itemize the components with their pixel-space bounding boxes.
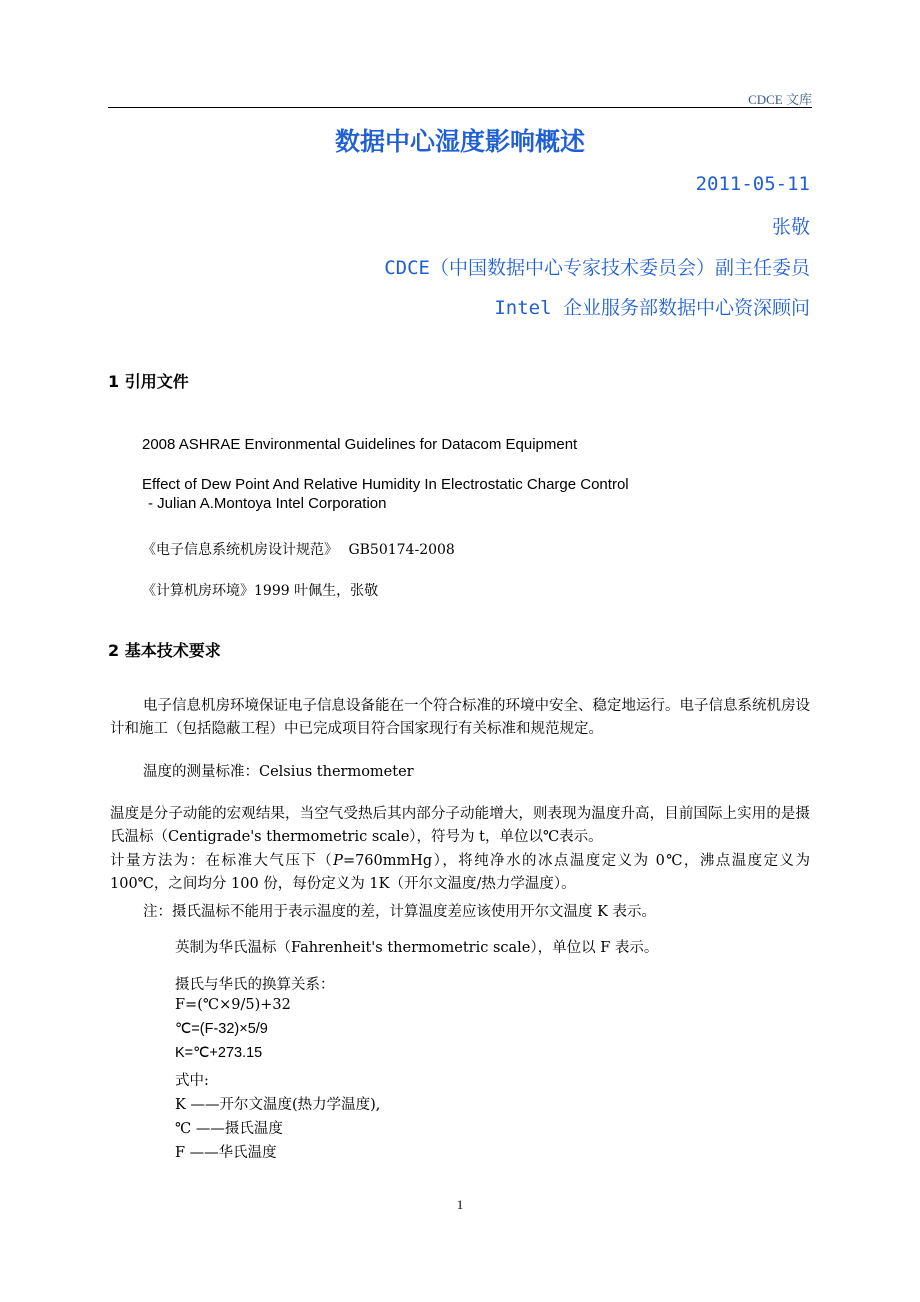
reference-item: 2008 ASHRAE Environmental Guidelines for Datacom Equipment [142, 436, 578, 453]
measurement-method-part: =760mmHg），将纯净水的冰点温度定义为 0℃，沸点温度定义为 100℃，之间均分 100 份，每份定义为 1K（开尔文温度/热力学温度）。 [110, 853, 810, 892]
temperature-description: 温度是分子动能的宏观结果，当空气受热后其内部分子动能增大，则表现为温度升高，目前国际上实用的是摄氏温标（Centigrade's thermometric scale），符号为 t，单位以℃表示。 [110, 806, 810, 845]
reference-item: 《电子信息系统机房设计规范》 GB50174-2008 [142, 542, 455, 558]
where-label: 式中: [175, 1073, 209, 1089]
definition-fahrenheit: F ——华氏温度 [175, 1145, 277, 1161]
definition-kelvin: K ——开尔文温度(热力学温度), [175, 1097, 381, 1113]
intro-paragraph: 电子信息机房环境保证电子信息设备能在一个符合标准的环境中安全、稳定地运行。电子信息系统机房设计和施工（包括隐蔽工程）中已完成项目符合国家现行有关标准和规范规定。 [110, 698, 810, 737]
temperature-standard-text: 温度的测量标准：Celsius thermometer [143, 764, 414, 780]
author-role-intel: Intel 企业服务部数据中心资深顾问 [494, 297, 810, 319]
reference-item: Effect of Dew Point And Relative Humidity In Electrostatic Charge Control [142, 476, 629, 493]
formula-celsius: ℃=(F-32)×5/9 [175, 1021, 268, 1037]
header-source: CDCE 文库 [748, 92, 812, 107]
document-author: 张敬 [771, 216, 810, 238]
document-date: 2011-05-11 [695, 173, 810, 195]
header-rule [108, 107, 812, 108]
definition-celsius: ℃ ——摄氏温度 [175, 1121, 283, 1137]
section-heading-requirements: 2 基本技术要求 [108, 641, 221, 660]
pressure-symbol: P [333, 853, 343, 869]
measurement-method-part: 计量方法为：在标准大气压下（ [110, 853, 334, 869]
formula-fahrenheit: F=(℃×9/5)+32 [175, 997, 291, 1013]
section-heading-references: 1 引用文件 [108, 372, 189, 391]
fahrenheit-line: 英制为华氏温标（Fahrenheit's thermometric scale），单位以 F 表示。 [175, 940, 659, 956]
note-line: 注：摄氏温标不能用于表示温度的差，计算温度差应该使用开尔文温度 K 表示。 [143, 904, 657, 920]
page-number: 1 [456, 1197, 464, 1212]
conversion-title: 摄氏与华氏的换算关系： [175, 977, 335, 993]
document-title: 数据中心湿度影响概述 [334, 127, 585, 156]
reference-item: 《计算机房环境》1999 叶佩生，张敬 [142, 583, 379, 599]
formula-kelvin: K=℃+273.15 [175, 1045, 263, 1061]
temperature-standard [143, 760, 414, 781]
measurement-method [110, 850, 810, 896]
reference-item-author: - Julian A.Montoya Intel Corporation [148, 495, 387, 512]
author-role-cdce: CDCE（中国数据中心专家技术委员会）副主任委员 [384, 257, 810, 279]
